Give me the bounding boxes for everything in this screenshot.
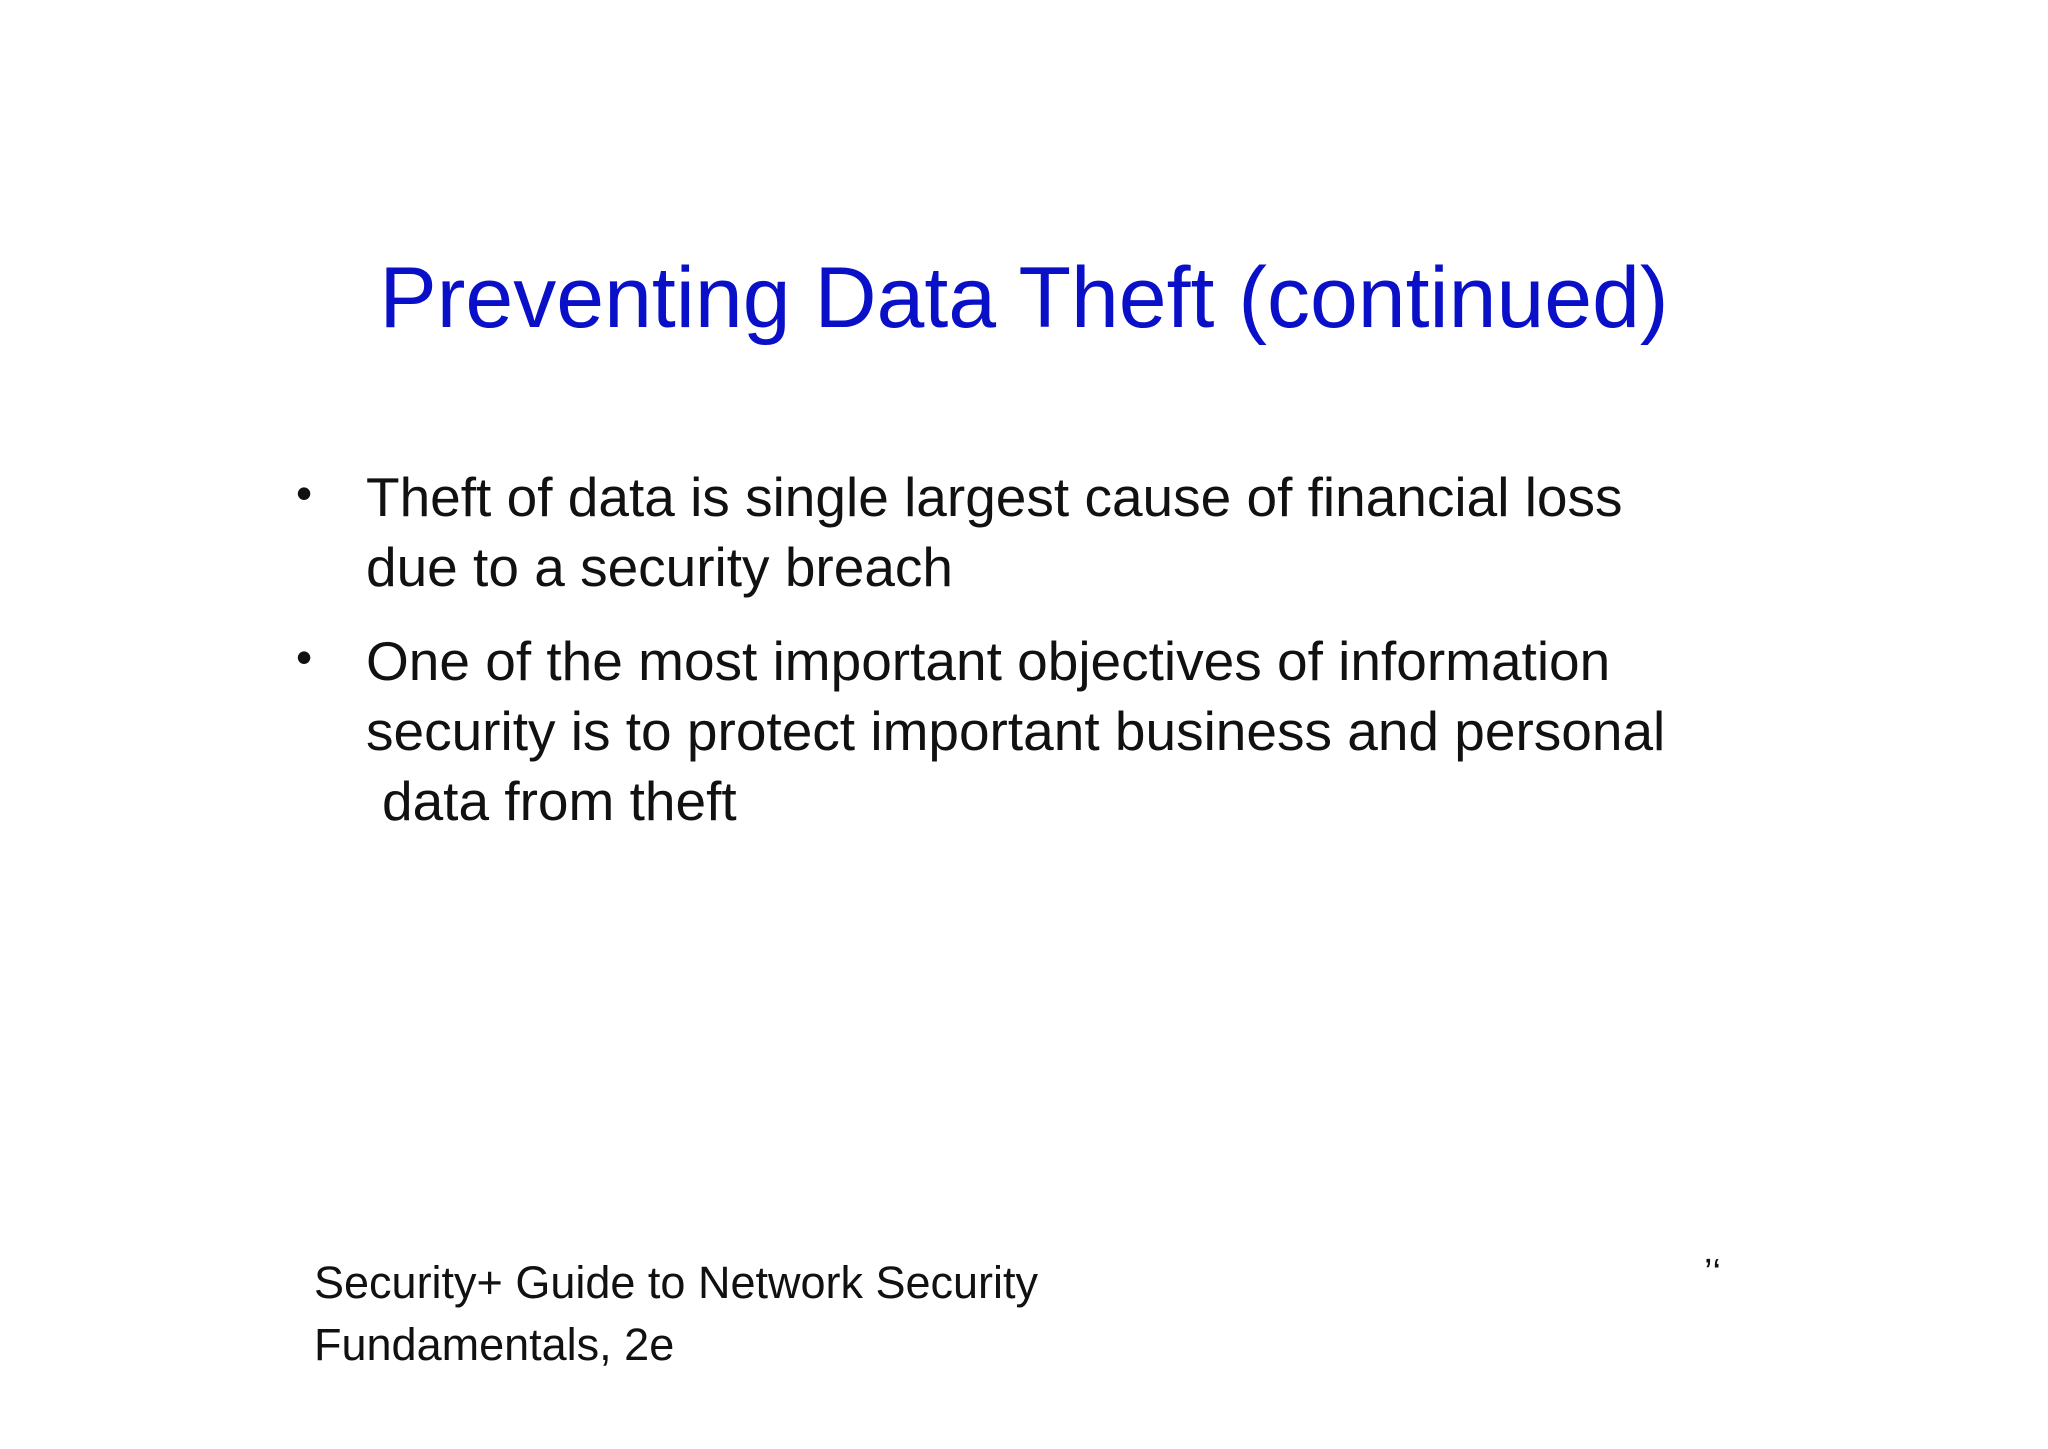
- bullet-line: due to a security breach: [366, 536, 954, 598]
- bullet-line: One of the most important objectives of information: [366, 630, 1611, 692]
- bullet-marker: •: [296, 631, 313, 683]
- slide-title: Preventing Data Theft (continued): [379, 250, 1669, 346]
- bullet-list: [296, 462, 1816, 860]
- footer-line: Fundamentals, 2e: [314, 1319, 675, 1370]
- bullet-marker: •: [296, 467, 313, 519]
- bullet-line: security is to protect important business and personal: [366, 700, 1666, 762]
- bullet-line: Theft of data is single largest cause of financial loss: [366, 466, 1623, 528]
- footer-book-title: [314, 1252, 1038, 1376]
- footer-line: Security+ Guide to Network Security: [314, 1257, 1039, 1308]
- footer-page-marker: ’‘: [1704, 1252, 1721, 1294]
- bullet-text: [366, 462, 1816, 602]
- bullet-item: [296, 462, 1816, 602]
- bullet-item: [296, 626, 1816, 836]
- bullet-line: data from theft: [382, 770, 737, 832]
- bullet-text: [366, 626, 1816, 836]
